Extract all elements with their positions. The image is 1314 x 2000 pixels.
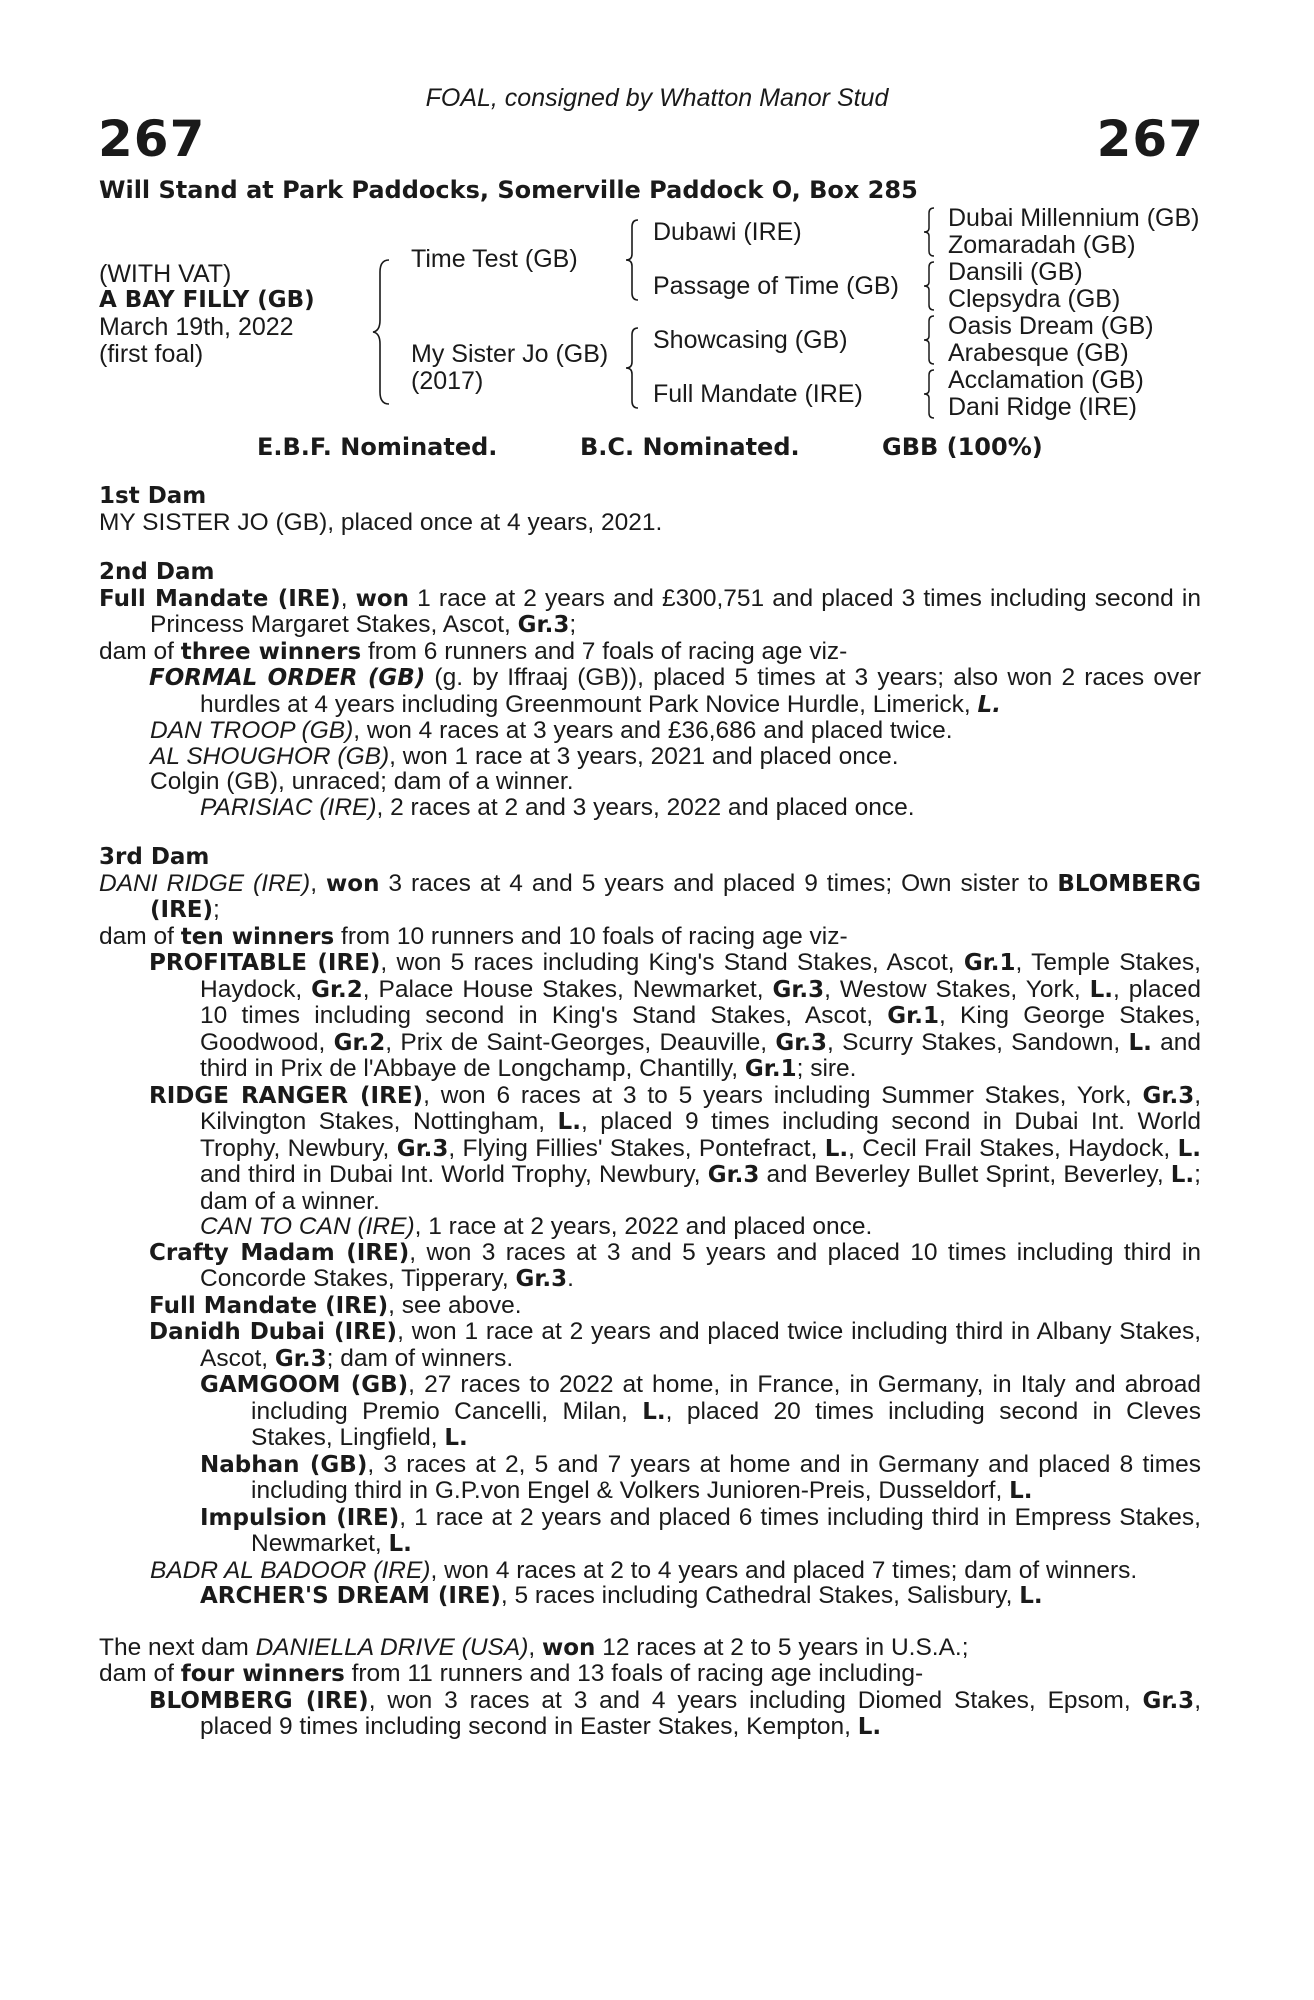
bc-nominated: B.C. Nominated. bbox=[580, 433, 800, 461]
pedigree-brace-sire bbox=[625, 218, 641, 302]
produce-crafty-madam bbox=[99, 1240, 1201, 1293]
pedigree-brace-g3-1 bbox=[922, 206, 936, 258]
full-mandate-text: , see above. bbox=[388, 1291, 522, 1319]
nabhan-listed: L. bbox=[1009, 1478, 1033, 1504]
nabhan-name: Nabhan (GB) bbox=[200, 1451, 368, 1478]
lot-title: A BAY FILLY (GB) bbox=[99, 287, 315, 313]
produce-formal-order-name: FORMAL ORDER (GB) bbox=[149, 665, 426, 691]
ridge-text-8: ; dam of a winner. bbox=[200, 1161, 1201, 1215]
gbb-rating: GBB (100%) bbox=[882, 433, 1043, 461]
blomberg-text-2: , placed 9 times including second in Easter Stakes, Kempton, bbox=[200, 1686, 1201, 1740]
produce-dan-troop-text: , won 4 races at 3 years and £36,686 and placed twice. bbox=[353, 717, 953, 744]
impulsion-text: , 1 race at 2 years and placed 6 times including third in Empress Stakes, Newmarket, bbox=[251, 1503, 1201, 1557]
profitable-grade-6: Gr.3 bbox=[775, 1029, 828, 1056]
stand-location: Will Stand at Park Paddocks, Somerville Paddock O, Box 285 bbox=[99, 176, 918, 204]
produce-al-shoughor-name: AL SHOUGHOR (GB) bbox=[150, 742, 390, 770]
produce-parisiac-name: PARISIAC (IRE) bbox=[200, 793, 377, 821]
produce-parisiac-text: , 2 races at 2 and 3 years, 2022 and placed once. bbox=[376, 793, 915, 821]
impulsion-listed: L. bbox=[388, 1531, 412, 1557]
profitable-text-6: , King George Stakes, Goodwood, bbox=[200, 1002, 1201, 1056]
crafty-madam-name: Crafty Madam (IRE) bbox=[149, 1239, 410, 1266]
ridge-text-1: , won 6 races at 3 to 5 years including Summer Stakes, York, bbox=[423, 1081, 1143, 1109]
second-dam-dam-of-a: dam of bbox=[99, 637, 181, 665]
third-dam-semicolon: ; bbox=[213, 896, 220, 923]
ridge-listed-1: L. bbox=[557, 1109, 581, 1135]
gamgoom-name: GAMGOOM (GB) bbox=[200, 1372, 409, 1398]
next-dam-record-text: 12 races at 2 to 5 years in U.S.A.; bbox=[595, 1633, 969, 1661]
second-dam-record: Full Mandate (IRE), won 1 race at 2 years and £300,751 and placed 3 times including second in Princess Margaret Stakes, Ascot, Gr.3; bbox=[99, 584, 1201, 638]
second-dam-won: won bbox=[355, 585, 410, 612]
pedigree-brace-dam bbox=[625, 326, 641, 410]
second-dam-dam-of-b: three winners bbox=[180, 638, 362, 665]
ebf-nominated: E.B.F. Nominated. bbox=[257, 433, 498, 461]
blomberg-text-1: , won 3 races at 3 and 4 years including Diomed Stakes, Epsom, bbox=[368, 1686, 1143, 1714]
dam-sire: Showcasing (GB) bbox=[653, 326, 848, 354]
g3-acclamation: Acclamation (GB) bbox=[948, 366, 1144, 394]
produce-colgin: Colgin (GB), unraced; dam of a winner. bbox=[150, 768, 574, 795]
profitable-text-5: , placed 10 times including second in King's Stand Stakes, Ascot, bbox=[200, 975, 1201, 1029]
g3-dani-ridge: Dani Ridge (IRE) bbox=[948, 393, 1137, 421]
crafty-madam-text-2: . bbox=[567, 1265, 574, 1292]
next-dam-dam-of-b: four winners bbox=[180, 1661, 345, 1687]
danidh-dubai-grade: Gr.3 bbox=[274, 1345, 327, 1372]
first-foal-note: (first foal) bbox=[99, 340, 204, 368]
dam-year: (2017) bbox=[411, 367, 484, 395]
g3-dubai-millennium: Dubai Millennium (GB) bbox=[948, 204, 1200, 232]
nabhan-text: , 3 races at 2, 5 and 7 years at home and in Germany and placed 8 times including third in G.P.von Engel & Volkers Junioren-Preis, Dusseldorf, bbox=[251, 1450, 1201, 1504]
pedigree-brace-g3-4 bbox=[922, 368, 936, 420]
profitable-grade-1: Gr.1 bbox=[963, 950, 1016, 976]
crafty-madam-grade: Gr.3 bbox=[515, 1266, 568, 1292]
produce-badr-al-badoor bbox=[99, 1558, 1201, 1584]
third-dam-record: DANI RIDGE (IRE), won 3 races at 4 and 5 years and placed 9 times; Own sister to BLOMBERG (IRE); bbox=[99, 869, 1201, 923]
g3-dansili: Dansili (GB) bbox=[948, 258, 1083, 286]
blomberg-listed: L. bbox=[857, 1714, 882, 1740]
profitable-text-3: , Palace House Stakes, Newmarket, bbox=[362, 975, 773, 1003]
third-dam-dam-of-a: dam of bbox=[99, 922, 181, 950]
next-dam-sep: , bbox=[528, 1633, 542, 1661]
lot-number-left: 267 bbox=[98, 110, 206, 168]
danidh-dubai-name: Danidh Dubai (IRE) bbox=[149, 1319, 398, 1345]
third-dam-sister: BLOMBERG (IRE) bbox=[150, 870, 1201, 923]
produce-ridge-ranger bbox=[99, 1083, 1201, 1215]
pedigree-brace-g3-3 bbox=[922, 314, 936, 366]
produce-formal-order-text: (g. by Iffraaj (GB)), placed 5 times at 3 years; also won 2 races over hurdles at 4 years including Greenmount Park Novice Hurdle, Limerick, bbox=[200, 664, 1201, 718]
next-dam-name: DANIELLA DRIVE (USA) bbox=[255, 1633, 529, 1661]
produce-nabhan bbox=[99, 1452, 1201, 1505]
profitable-grade-2: Gr.2 bbox=[311, 976, 363, 1003]
ridge-grade-2: Gr.3 bbox=[396, 1135, 449, 1162]
foaling-date: March 19th, 2022 bbox=[99, 313, 294, 341]
second-dam-dam-of-c: from 6 runners and 7 foals of racing age viz- bbox=[361, 637, 848, 665]
next-dam-dam-of-c: from 11 runners and 13 foals of racing age including- bbox=[344, 1660, 924, 1687]
ridge-text-2: , Kilvington Stakes, Nottingham, bbox=[200, 1081, 1202, 1135]
profitable-text-8: , Scurry Stakes, Sandown, bbox=[827, 1028, 1129, 1056]
profitable-name: PROFITABLE (IRE) bbox=[149, 950, 381, 976]
full-mandate-name: Full Mandate (IRE) bbox=[149, 1292, 389, 1319]
g3-arabesque: Arabesque (GB) bbox=[948, 339, 1129, 367]
danidh-dubai-text-2: ; dam of winners. bbox=[326, 1344, 514, 1372]
consignor-line: FOAL, consigned by Whatton Manor Stud bbox=[425, 84, 889, 112]
first-dam-text: MY SISTER JO (GB), placed once at 4 years, 2021. bbox=[99, 508, 663, 536]
second-dam-name: Full Mandate (IRE) bbox=[99, 585, 341, 612]
impulsion-name: Impulsion (IRE) bbox=[200, 1504, 400, 1531]
archers-dream-name: ARCHER'S DREAM (IRE) bbox=[200, 1583, 501, 1609]
second-dam-dam-of bbox=[99, 639, 1201, 666]
profitable-listed-1: L. bbox=[1089, 976, 1114, 1003]
dam-name: My Sister Jo (GB) bbox=[411, 340, 609, 368]
vat-note: (WITH VAT) bbox=[99, 260, 232, 288]
third-dam-dam-of-b: ten winners bbox=[180, 923, 335, 950]
second-dam-gr3: Gr.3 bbox=[517, 612, 570, 638]
gamgoom-listed-1: L. bbox=[642, 1398, 666, 1425]
ridge-listed-2: L. bbox=[824, 1135, 849, 1162]
produce-al-shoughor bbox=[99, 744, 1201, 770]
g3-oasis-dream: Oasis Dream (GB) bbox=[948, 312, 1154, 340]
first-dam-heading: 1st Dam bbox=[99, 483, 207, 509]
next-dam-won: won bbox=[541, 1634, 596, 1661]
produce-formal-order-listed: L. bbox=[977, 691, 1001, 718]
g3-zomaradah: Zomaradah (GB) bbox=[948, 231, 1136, 259]
third-dam-dam-of bbox=[99, 924, 1201, 951]
profitable-text-10: ; sire. bbox=[796, 1055, 857, 1082]
sire-name: Time Test (GB) bbox=[411, 245, 578, 273]
produce-archers-dream bbox=[99, 1583, 1201, 1610]
produce-formal-order bbox=[99, 665, 1201, 718]
pedigree-brace-g3-2 bbox=[922, 260, 936, 312]
third-dam-name: DANI RIDGE (IRE) bbox=[99, 869, 311, 897]
gamgoom-listed-2: L. bbox=[444, 1425, 468, 1451]
badr-al-badoor-name: BADR AL BADOOR (IRE) bbox=[150, 1556, 431, 1584]
danidh-dubai-text-1: , won 1 race at 2 years and placed twice including third in Albany Stakes, Ascot, bbox=[200, 1318, 1202, 1372]
gamgoom-text-1: , 27 races to 2022 at home, in France, in Germany, in Italy and abroad including Premio Cancelli, Milan, bbox=[251, 1371, 1201, 1425]
profitable-listed-2: L. bbox=[1128, 1029, 1152, 1056]
produce-dan-troop bbox=[99, 718, 1201, 744]
produce-danidh-dubai bbox=[99, 1319, 1201, 1372]
ridge-listed-3: L. bbox=[1177, 1135, 1201, 1162]
sire-dam: Passage of Time (GB) bbox=[653, 272, 899, 300]
profitable-text-4: , Westow Stakes, York, bbox=[824, 975, 1090, 1003]
third-dam-record-text: 3 races at 4 and 5 years and placed 9 times; Own sister to bbox=[379, 869, 1058, 897]
pedigree-brace-main bbox=[372, 258, 392, 406]
ridge-grade-3: Gr.3 bbox=[707, 1162, 760, 1188]
produce-dan-troop-name: DAN TROOP (GB) bbox=[150, 717, 354, 744]
ridge-text-6: and third in Dubai Int. World Trophy, Newbury, bbox=[200, 1161, 708, 1188]
profitable-grade-3: Gr.3 bbox=[772, 976, 825, 1003]
ridge-grade-1: Gr.3 bbox=[1142, 1082, 1195, 1109]
profitable-text-9: and third in Prix de l'Abbaye de Longchamp, Chantilly, bbox=[200, 1028, 1202, 1082]
produce-profitable bbox=[99, 950, 1201, 1083]
profitable-grade-4: Gr.1 bbox=[887, 1003, 939, 1029]
blomberg-grade: Gr.3 bbox=[1142, 1687, 1195, 1714]
can-to-can-text: , 1 race at 2 years, 2022 and placed once. bbox=[414, 1213, 873, 1240]
next-dam-dam-of bbox=[99, 1661, 1201, 1688]
lot-number-right: 267 bbox=[1096, 110, 1204, 168]
produce-blomberg bbox=[99, 1688, 1201, 1741]
g3-clepsydra: Clepsydra (GB) bbox=[948, 285, 1121, 313]
third-dam-dam-of-c: from 10 runners and 10 foals of racing age viz- bbox=[334, 922, 848, 950]
produce-parisiac bbox=[99, 795, 1201, 821]
profitable-grade-5: Gr.2 bbox=[333, 1029, 386, 1056]
crafty-madam-text-1: , won 3 races at 3 and 5 years and placed 10 times including third in Concorde Stakes, Tipperary, bbox=[200, 1238, 1201, 1292]
ridge-text-3: , placed 9 times including second in Dubai Int. World Trophy, Newbury, bbox=[200, 1108, 1201, 1162]
second-dam-record-text: 1 race at 2 years and £300,751 and placed 3 times including second in Princess Margaret Stakes, Ascot, bbox=[150, 584, 1201, 638]
sire-sire: Dubawi (IRE) bbox=[653, 218, 802, 246]
ridge-text-7: and Beverley Bullet Sprint, Beverley, bbox=[759, 1161, 1171, 1188]
catalogue-page-body bbox=[99, 484, 1201, 1741]
profitable-text-7: , Prix de Saint-Georges, Deauville, bbox=[385, 1028, 776, 1056]
profitable-text-2: , Temple Stakes, Haydock, bbox=[200, 949, 1201, 1003]
ridge-listed-4: L. bbox=[1170, 1162, 1195, 1188]
second-dam-heading: 2nd Dam bbox=[99, 559, 215, 585]
can-to-can-name: CAN TO CAN (IRE) bbox=[200, 1213, 415, 1240]
third-dam-heading: 3rd Dam bbox=[99, 844, 210, 870]
archers-dream-text: , 5 races including Cathedral Stakes, Salisbury, bbox=[500, 1582, 1020, 1609]
produce-gamgoom bbox=[99, 1372, 1201, 1452]
third-dam-won: won bbox=[326, 870, 380, 897]
profitable-grade-7: Gr.1 bbox=[744, 1056, 797, 1082]
produce-impulsion bbox=[99, 1505, 1201, 1558]
next-dam-dam-of-a: dam of bbox=[99, 1660, 181, 1687]
produce-full-mandate bbox=[99, 1293, 1201, 1320]
next-dam-lead: The next dam bbox=[99, 1633, 256, 1661]
dam-dam: Full Mandate (IRE) bbox=[653, 380, 863, 408]
blomberg-name: BLOMBERG (IRE) bbox=[149, 1687, 369, 1714]
ridge-text-5: , Cecil Frail Stakes, Haydock, bbox=[848, 1134, 1178, 1162]
next-dam-record bbox=[99, 1635, 1201, 1662]
produce-can-to-can bbox=[99, 1214, 1201, 1240]
ridge-text-4: , Flying Fillies' Stakes, Pontefract, bbox=[448, 1134, 825, 1162]
produce-al-shoughor-text: , won 1 race at 3 years, 2021 and placed once. bbox=[389, 742, 899, 770]
badr-al-badoor-text: , won 4 races at 2 to 4 years and placed 7 times; dam of winners. bbox=[430, 1556, 1138, 1584]
second-dam-semicolon: ; bbox=[569, 611, 577, 638]
gamgoom-text-2: , placed 20 times including second in Cleves Stakes, Lingfield, bbox=[251, 1397, 1201, 1451]
ridge-ranger-name: RIDGE RANGER (IRE) bbox=[149, 1082, 424, 1109]
archers-dream-listed: L. bbox=[1019, 1583, 1043, 1609]
profitable-text-1: , won 5 races including King's Stand Stakes, Ascot, bbox=[380, 949, 964, 976]
